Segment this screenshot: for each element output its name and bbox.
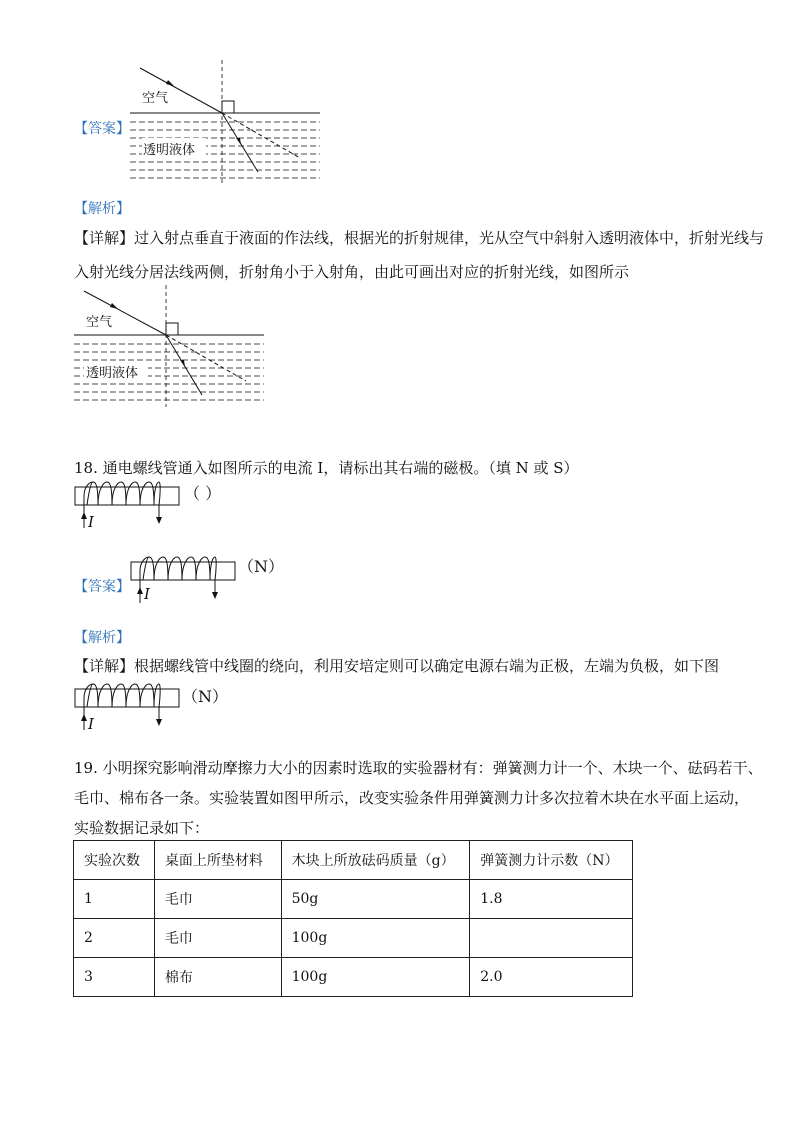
table-row [74,880,633,919]
table-header-cell: 弹簧测力计示数（N） [470,841,633,880]
table-cell: 100g [281,958,470,997]
table-cell: 50g [281,880,470,919]
table-cell: 1 [74,880,155,919]
experiment-data-table [73,840,633,997]
current-label-question: I [88,513,94,531]
q18-detail-paragraph [74,656,719,676]
fig-air-label: 空气 [142,91,169,106]
table-cell: 100g [281,919,470,958]
table-header-cell: 实验次数 [74,841,155,880]
q19-line2: 毛巾、棉布各一条。实验装置如图甲所示，改变实验条件用弹簧测力计多次拉着木块在水平面上运动， [74,789,750,807]
table-cell: 2.0 [470,958,633,997]
table-cell-empty [470,919,633,958]
table-cell: 毛巾 [154,880,281,919]
answer-pole: （N） [238,557,285,576]
detail-text-q18: 根据螺线管中线圈的绕向，利用安培定则可以确定电源右端为正极，左端为负极，如下图 [134,657,720,675]
analysis-label: 【解析】 [74,201,130,217]
current-label-detail: I [88,715,94,733]
table-cell: 3 [74,958,155,997]
detail-label: 【详解】 [74,229,135,247]
refraction-figure-detail [74,285,264,410]
q18-question: 18. 通电螺线管通入如图所示的电流 I，请标出其右端的磁极。（填 N 或 S） [74,459,579,477]
table-cell: 棉布 [154,958,281,997]
table-header-row [74,841,633,880]
detail-text: 过入射点垂直于液面的作法线，根据光的折射规律，光从空气中斜射入透明液体中，折射光线与 [134,229,765,247]
analysis-label-q18: 【解析】 [74,630,130,646]
answer-label-q18: 【答案】 [74,579,130,595]
table-header-cell: 木块上所放砝码质量（g） [281,841,470,880]
pole-blank: （ ） [184,484,222,503]
detail-label-q18: 【详解】 [74,657,135,675]
fig-liquid-label-detail: 透明液体 [86,366,139,381]
refraction-figure-answer [130,60,320,190]
current-label-answer: I [144,585,150,603]
fig-liquid-label: 透明液体 [143,143,196,158]
table-cell: 毛巾 [154,919,281,958]
q19-line1: 19. 小明探究影响滑动摩擦力大小的因素时选取的实验器材有：弹簧测力计一个、木块一个、砝码若干、 [74,759,763,777]
table-row [74,958,633,997]
fig-air-label-detail: 空气 [86,315,113,330]
table-cell: 1.8 [470,880,633,919]
table-row [74,919,633,958]
detail-pole: （N） [182,687,229,706]
q19-line3: 实验数据记录如下： [74,819,210,837]
table-header-cell: 桌面上所垫材料 [154,841,281,880]
table-cell: 2 [74,919,155,958]
answer-label: 【答案】 [74,121,130,137]
detail-paragraph-line2: 入射光线分居法线两侧，折射角小于入射角，由此可画出对应的折射光线，如图所示 [74,263,630,281]
detail-paragraph-line1 [74,228,764,248]
